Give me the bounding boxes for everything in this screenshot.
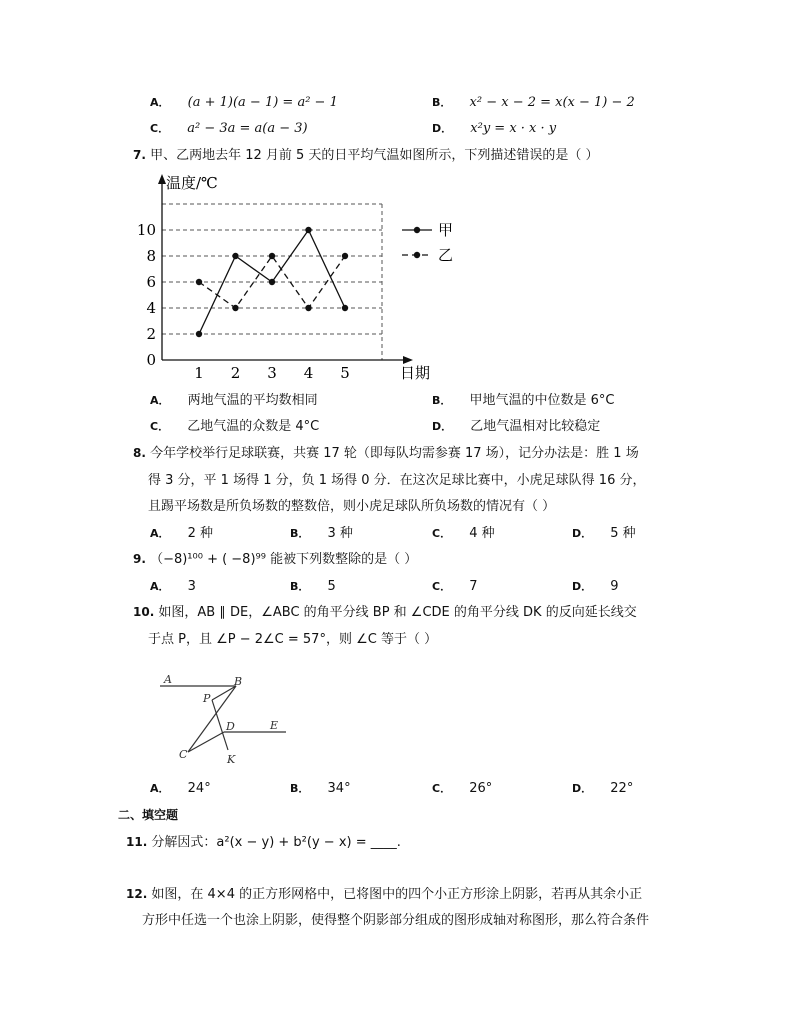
q9-option-c	[432, 580, 478, 593]
series-2-point	[342, 253, 348, 259]
label-b: B	[234, 675, 243, 688]
q10-line-2: 于点 P，且 ∠P − 2∠C = 57°，则 ∠C 等于（ ）	[148, 632, 438, 647]
section-title: 二、填空题	[118, 808, 179, 822]
option-label: B．	[290, 580, 310, 593]
option-text: 乙地气温相对比较稳定	[470, 419, 601, 434]
q12-line-2: 方形中任选一个也涂上阴影，使得整个阴影部分组成的图形成轴对称图形，那么符合条件	[142, 913, 650, 928]
y-tick-label: 0	[146, 351, 156, 369]
series-2-point	[232, 305, 238, 311]
label-e: E	[270, 719, 279, 732]
question-text: 如图，AB ∥ DE，∠ABC 的角平分线 BP 和 ∠CDE 的角平分线 DK 的反向延长线交	[158, 605, 637, 620]
x-tick-label: 4	[303, 364, 314, 382]
q10-option-d	[572, 782, 633, 795]
q8-option-d	[572, 527, 636, 540]
option-label: A．	[150, 527, 170, 540]
legend-marker-1	[414, 227, 420, 233]
option-text: x² − x − 2 = x(x − 1) − 2	[469, 95, 635, 110]
y-axis-title: 温度/℃	[166, 174, 218, 192]
option-label: A．	[150, 580, 170, 593]
option-text: x²y = x · x · y	[470, 121, 557, 136]
q10-option-b	[290, 782, 351, 795]
series-1-point	[269, 279, 275, 285]
label-p: P	[203, 692, 211, 705]
option-label: D．	[432, 122, 453, 135]
series-1-point	[305, 227, 311, 233]
q6-option-a	[150, 96, 338, 109]
q7-option-c	[150, 420, 319, 433]
question-number: 8.	[133, 446, 146, 460]
series-1-point	[342, 305, 348, 311]
q10-option-a	[150, 782, 211, 795]
option-text: 甲地气温的中位数是 6°C	[469, 393, 615, 408]
q8-line-3: 且踢平场数是所负场数的整数倍，则小虎足球队所负场数的情况有（ ）	[148, 499, 556, 514]
segment-bp	[212, 686, 236, 700]
option-label: D．	[572, 782, 593, 795]
q8-option-b	[290, 527, 353, 540]
question-number: 12.	[126, 887, 148, 901]
option-text: 24°	[187, 781, 211, 796]
x-tick-label: 2	[230, 364, 241, 382]
q9-option-a	[150, 580, 196, 593]
q7-option-a	[150, 394, 318, 407]
option-label: C．	[432, 580, 452, 593]
option-text: 5 种	[610, 526, 636, 541]
option-label: A．	[150, 394, 170, 407]
q10-line-1	[133, 606, 637, 619]
option-label: C．	[150, 420, 170, 433]
q6-option-d	[432, 122, 556, 135]
q7-option-d	[432, 420, 600, 433]
q12-line-1	[126, 888, 642, 901]
series-1-point	[232, 253, 238, 259]
temperature-line-chart	[130, 168, 470, 388]
option-text: 乙地气温的众数是 4°C	[187, 419, 320, 434]
option-label: D．	[572, 527, 593, 540]
q9-option-b	[290, 580, 336, 593]
option-label: C．	[150, 122, 170, 135]
question-number: 9.	[133, 552, 146, 566]
q7-option-b	[432, 394, 615, 407]
series-2-point	[196, 279, 202, 285]
x-axis-title: 日期	[400, 364, 431, 382]
question-text: 今年学校举行足球联赛，共赛 17 轮（即每队均需参赛 17 场），记分办法是：胜 1 场	[150, 446, 639, 461]
question-text: 如图，在 4×4 的正方形网格中，已将图中的四个小正方形涂上阴影，若再从其余小正	[151, 887, 643, 902]
option-text: 5	[327, 579, 336, 594]
option-text: a² − 3a = a(a − 3)	[187, 121, 308, 136]
option-text: 34°	[327, 781, 351, 796]
y-tick-label: 2	[146, 325, 156, 343]
legend-marker-2	[414, 252, 420, 258]
series-2-point	[305, 305, 311, 311]
question-text: 分解因式：a²(x − y) + b²(y − x) = ____.	[151, 835, 401, 850]
label-a: A	[164, 673, 172, 686]
q6-option-c	[150, 122, 308, 135]
question-text: 甲、乙两地去年 12 月前 5 天的日平均气温如图所示，下列描述错误的是（ ）	[150, 148, 599, 163]
q8-line-2: 得 3 分，平 1 场得 1 分，负 1 场得 0 分．在这次足球比赛中，小虎足球队得 16 分，	[148, 473, 646, 488]
q8-option-c	[432, 527, 495, 540]
y-tick-label: 10	[136, 221, 156, 239]
q7-stem	[133, 149, 599, 162]
label-k: K	[227, 753, 236, 766]
y-tick-label: 8	[146, 247, 156, 265]
option-text: 9	[610, 579, 619, 594]
question-text: （−8)¹⁰⁰ + ( −8)⁹⁹ 能被下列数整除的是（ ）	[150, 552, 418, 567]
q9-stem	[133, 553, 417, 566]
label-c: C	[179, 748, 188, 761]
option-text: 26°	[469, 781, 493, 796]
option-text: 两地气温的平均数相同	[187, 393, 318, 408]
q10-option-c	[432, 782, 492, 795]
option-text: 7	[469, 579, 478, 594]
option-label: A．	[150, 96, 170, 109]
legend-label: 乙	[438, 246, 454, 264]
option-label: B．	[290, 782, 310, 795]
option-text: 3	[187, 579, 196, 594]
legend-label: 甲	[438, 221, 454, 239]
option-text: 4 种	[469, 526, 495, 541]
geometry-figure	[150, 670, 290, 770]
q6-option-b	[432, 96, 635, 109]
y-tick-label: 4	[146, 299, 156, 317]
option-text: 3 种	[327, 526, 353, 541]
segment-bc	[188, 686, 236, 752]
x-tick-label: 3	[267, 364, 277, 382]
x-axis-arrow	[403, 356, 413, 364]
x-tick-label: 5	[340, 364, 350, 382]
series-1-point	[196, 331, 202, 337]
q8-option-a	[150, 527, 213, 540]
y-axis-arrow	[158, 174, 166, 184]
question-number: 10.	[133, 605, 155, 619]
q8-line-1	[133, 447, 639, 460]
y-tick-label: 6	[146, 273, 156, 291]
q11-stem	[126, 836, 401, 849]
option-label: C．	[432, 527, 452, 540]
option-text: 2 种	[187, 526, 214, 541]
segment-cd	[188, 732, 224, 752]
option-label: B．	[432, 394, 452, 407]
question-number: 11.	[126, 835, 148, 849]
option-text: 22°	[610, 781, 634, 796]
option-label: A．	[150, 782, 170, 795]
series-2-point	[269, 253, 275, 259]
option-label: B．	[432, 96, 452, 109]
x-tick-label: 1	[194, 364, 204, 382]
option-label: D．	[572, 580, 593, 593]
label-d: D	[226, 720, 235, 733]
q9-option-d	[572, 580, 619, 593]
question-number: 7.	[133, 148, 146, 162]
option-label: B．	[290, 527, 310, 540]
option-text: (a + 1)(a − 1) = a² − 1	[187, 95, 338, 110]
option-label: D．	[432, 420, 453, 433]
option-label: C．	[432, 782, 452, 795]
